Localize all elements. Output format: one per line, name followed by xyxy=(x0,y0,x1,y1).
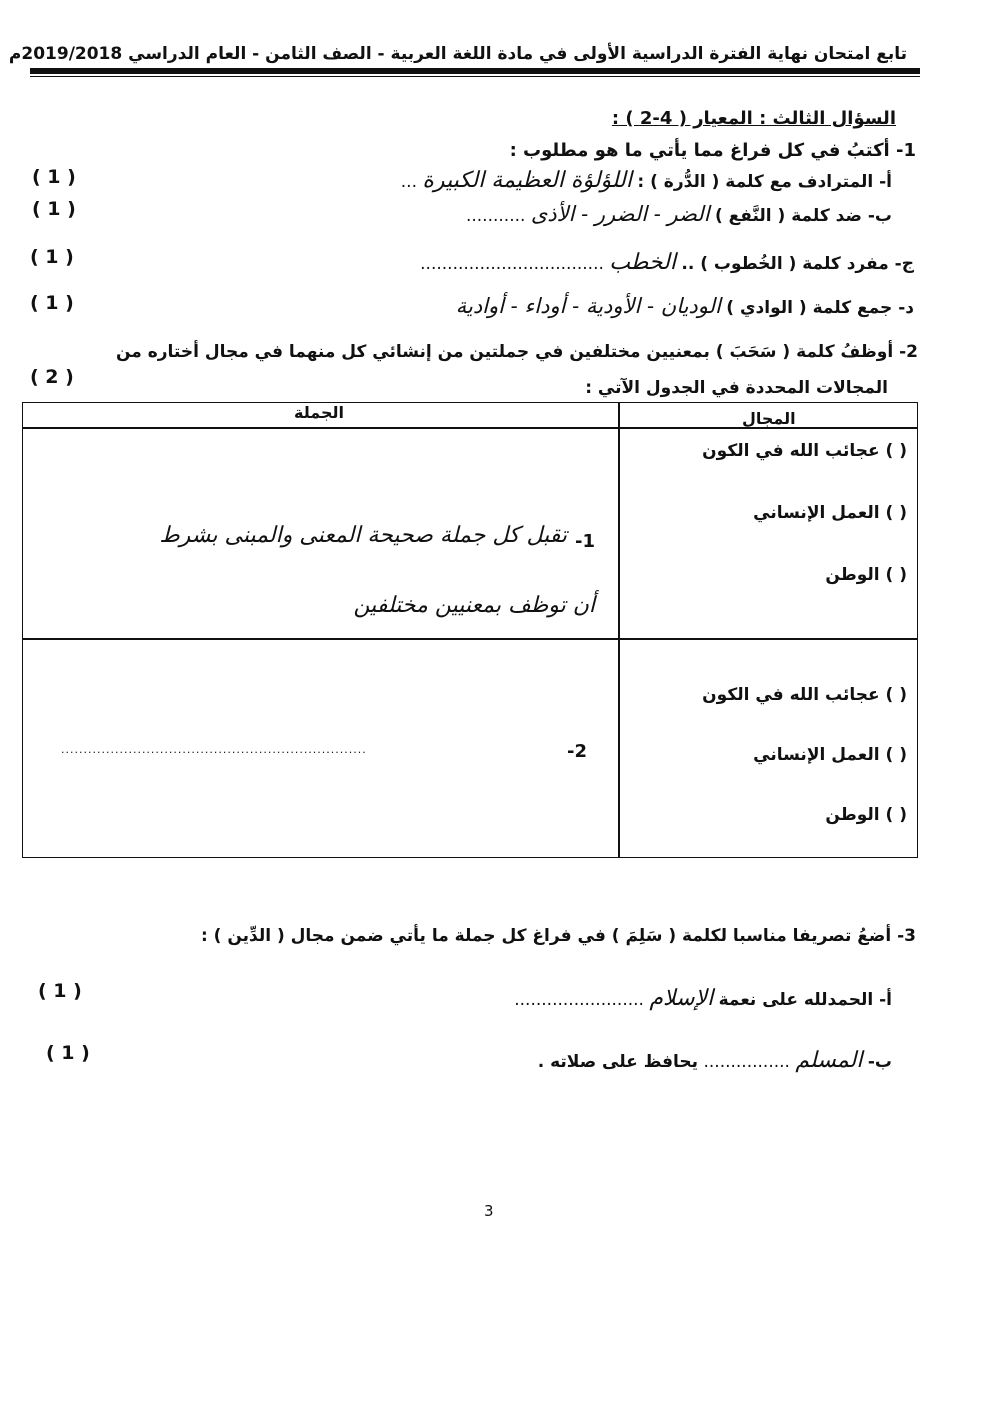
part3-item-a-dots: ........................ xyxy=(514,990,644,1010)
part1-prompt: 1- أكتبُ في كل فراغ مما يأتي ما هو مطلوب : xyxy=(509,140,916,161)
part3-item-a-score: ( 1 ) xyxy=(38,980,82,1002)
row2-option-1[interactable] xyxy=(702,685,907,705)
part3-item-a-handwritten-answer: الإسلام xyxy=(649,986,714,1011)
row1-option-1[interactable] xyxy=(702,441,907,461)
part1-item-d xyxy=(456,294,914,318)
option-label: الوطن xyxy=(825,805,880,825)
item-b-label: ب- ضد كلمة ( النَّفع ) xyxy=(714,206,892,226)
item-a-label: أ- المترادف مع كلمة ( الدُّرة ) : xyxy=(637,172,892,192)
part3-item-a-label: أ- الحمدلله على نعمة xyxy=(718,990,892,1010)
option-label: الوطن xyxy=(825,565,880,585)
item-b-score: ( 1 ) xyxy=(32,198,76,220)
part3-item-b-label: ب- xyxy=(867,1052,892,1072)
part3-item-b-dots: ................ xyxy=(703,1052,790,1072)
part2-prompt-line2: المجالات المحددة في الجدول الآتي : xyxy=(585,378,888,398)
row2-number: 2- xyxy=(566,741,587,762)
part3-prompt: 3- أضعُ تصريفا مناسبا لكلمة ( سَلِمَ ) في فراغ كل جملة ما يأتي ضمن مجال ( الدِّين ) : xyxy=(200,926,916,946)
page-number: 3 xyxy=(484,1202,494,1220)
row1-number: 1- xyxy=(574,531,595,552)
item-b-handwritten-answer: الضر - الضرر - الأذى xyxy=(530,202,710,226)
row1-option-2[interactable] xyxy=(753,503,907,523)
item-c-label: ج- مفرد كلمة ( الخُطوب ) .. xyxy=(681,254,914,274)
item-d-handwritten-answer: الوديان - الأودية - أوداء - أوادية xyxy=(455,294,721,318)
table-header-domain: المجال xyxy=(742,409,796,428)
option-label: العمل الإنساني xyxy=(753,745,880,765)
part2-score: ( 2 ) xyxy=(30,366,74,388)
option-label: عجائب الله في الكون xyxy=(702,441,880,461)
row2-option-3[interactable] xyxy=(825,805,907,825)
part3-item-b-handwritten-answer: المسلم xyxy=(795,1048,863,1073)
option-label: العمل الإنساني xyxy=(753,503,880,523)
row1-option-3[interactable] xyxy=(825,565,907,585)
row1-handwritten-answer-line2: أن توظف بمعنيين مختلفين xyxy=(353,593,595,618)
item-c-handwritten-answer: الخطب xyxy=(609,250,676,275)
part3-item-a xyxy=(514,986,892,1011)
option-checkbox[interactable]: ( ) xyxy=(885,503,907,523)
table-header-sentence: الجملة xyxy=(294,403,344,422)
row1-handwritten-answer-line1: تقبل كل جملة صحيحة المعنى والمبنى بشرط xyxy=(159,523,567,548)
part3-item-b-score: ( 1 ) xyxy=(46,1042,90,1064)
header-divider xyxy=(30,68,920,74)
part1-item-a xyxy=(401,168,892,193)
page-header-title: تابع امتحان نهاية الفترة الدراسية الأولى في مادة اللغة العربية - الصف الثامن - العام الدراسي 2019/2018م xyxy=(8,44,907,64)
row2-option-2[interactable] xyxy=(753,745,907,765)
option-checkbox[interactable]: ( ) xyxy=(885,441,907,461)
option-checkbox[interactable]: ( ) xyxy=(885,565,907,585)
header-divider-thin xyxy=(30,76,920,77)
item-c-dots: .................................. xyxy=(420,254,604,274)
item-d-score: ( 1 ) xyxy=(30,292,74,314)
table-column-divider xyxy=(618,403,620,857)
item-c-score: ( 1 ) xyxy=(30,246,74,268)
table-row-divider xyxy=(23,638,917,640)
option-checkbox[interactable]: ( ) xyxy=(885,745,907,765)
item-a-score: ( 1 ) xyxy=(32,166,76,188)
item-d-label: د- جمع كلمة ( الوادي ) xyxy=(726,298,914,318)
part2-prompt-line1: 2- أوظفُ كلمة ( سَحَبَ ) بمعنيين مختلفين في جملتين من إنشائي كل منهما في مجال أختاره من xyxy=(115,342,918,362)
option-checkbox[interactable]: ( ) xyxy=(885,805,907,825)
item-b-dots: ........... xyxy=(465,206,526,226)
part1-item-c xyxy=(420,250,914,275)
item-a-dots: ... xyxy=(400,172,417,192)
row2-answer-line[interactable]: .................................................................... xyxy=(61,743,367,756)
part1-item-b xyxy=(466,202,892,226)
part3-item-b xyxy=(538,1048,892,1073)
question-title: السؤال الثالث : المعيار ( 4-2 ) : xyxy=(611,108,896,129)
domains-table xyxy=(22,402,918,858)
option-label: عجائب الله في الكون xyxy=(702,685,880,705)
part3-item-b-text: يحافظ على صلاته . xyxy=(537,1052,699,1072)
item-a-handwritten-answer: اللؤلؤة العظيمة الكبيرة xyxy=(422,168,632,193)
option-checkbox[interactable]: ( ) xyxy=(885,685,907,705)
